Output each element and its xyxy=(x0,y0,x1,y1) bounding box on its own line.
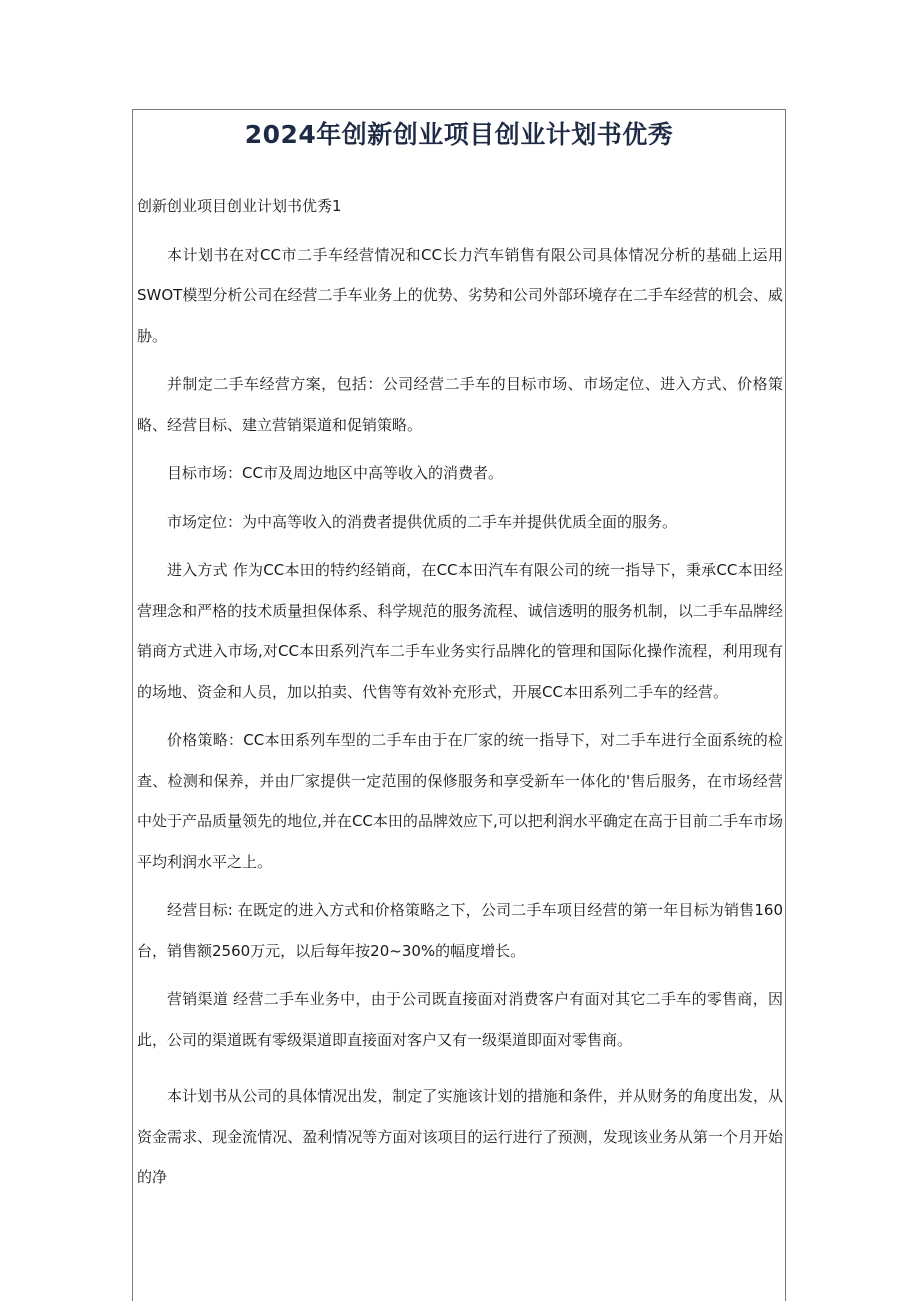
paragraph-swot-analysis: 本计划书在对CC市二手车经营情况和CC长力汽车销售有限公司具体情况分析的基础上运用SWOT模型分析公司在经营二手车业务上的优势、劣势和公司外部环境存在二手车经营的机会、威胁。 xyxy=(137,245,783,345)
paragraph-market-positioning: 市场定位：为中高等收入的消费者提供优质的二手车并提供优质全面的服务。 xyxy=(167,512,678,531)
document-body xyxy=(137,186,783,1206)
document-title: 2024年创新创业项目创业计划书优秀 xyxy=(244,120,674,149)
paragraph-pricing-strategy: 价格策略：CC本田系列车型的二手车由于在厂家的统一指导下，对二手车进行全面系统的检查、检测和保养，并由厂家提供一定范围的保修服务和享受新车一体化的'售后服务，在市场经营中处于产品质量领先的地位,并在CC本田的品牌效应下,可以把利润水平确定在高于目前二手车市场平均利润水平之上。 xyxy=(137,731,783,871)
paragraph-marketing-channel: 营销渠道 经营二手车业务中，由于公司既直接面对消费客户有面对其它二手车的零售商，因此，公司的渠道既有零级渠道即直接面对客户又有一级渠道即面对零售商。 xyxy=(137,990,783,1049)
paragraph-business-plan: 并制定二手车经营方案，包括：公司经营二手车的目标市场、市场定位、进入方式、价格策略、经营目标、建立营销渠道和促销策略。 xyxy=(137,375,783,434)
paragraph-business-goal: 经营目标: 在既定的进入方式和价格策略之下，公司二手车项目经营的第一年目标为销售160台，销售额2560万元，以后每年按20~30%的幅度增长。 xyxy=(137,901,783,960)
paragraph-target-market: 目标市场：CC市及周边地区中高等收入的消费者。 xyxy=(167,464,503,482)
paragraph-entry-method: 进入方式 作为CC本田的特约经销商，在CC本田汽车有限公司的统一指导下，秉承CC本田经营理念和严格的技术质量担保体系、科学规范的服务流程、诚信透明的服务机制，以二手车品牌经销商方式进入市场,对CC本田系列汽车二手车业务实行品牌化的管理和国际化操作流程，利用现有的场地、资金和人员，加以拍卖、代售等有效补充形式，开展CC本田系列二手车的经营。 xyxy=(137,561,783,701)
paragraph-financial-forecast: 本计划书从公司的具体情况出发，制定了实施该计划的措施和条件，并从财务的角度出发，从资金需求、现金流情况、盈利情况等方面对该项目的运行进行了预测，发现该业务从第一个月开始的净 xyxy=(137,1087,783,1186)
section-heading: 创新创业项目创业计划书优秀1 xyxy=(137,197,342,215)
